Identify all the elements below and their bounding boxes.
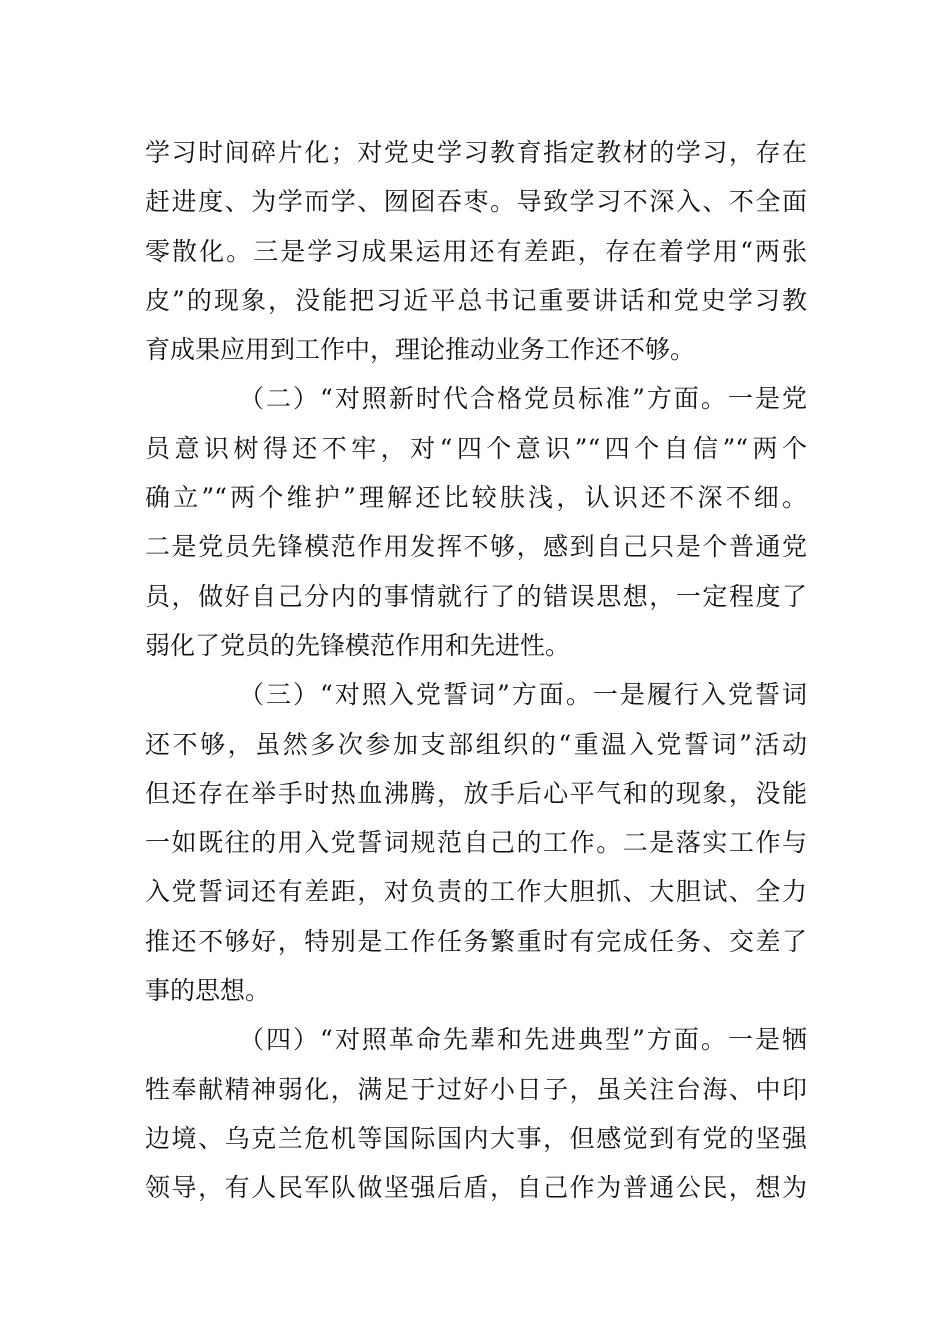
text-line: 员意识树得还不牢，对“四个意识”“四个自信”“两个 <box>145 433 807 463</box>
text-line: 牲奉献精神弱化，满足于过好小日子，虽关注台海、中印 <box>145 1074 807 1104</box>
text-line: 推还不够好，特别是工作任务繁重时有完成任务、交差了 <box>145 926 807 956</box>
paragraph-start-line: （二）“对照新时代合格党员标准”方面。一是党 <box>239 384 807 414</box>
text-line: 事的思想。 <box>145 976 271 1006</box>
text-line: 弱化了党员的先锋模范作用和先进性。 <box>145 630 571 660</box>
text-line: 学习时间碎片化；对党史学习教育指定教材的学习，存在 <box>145 138 807 167</box>
text-line: 二是党员先锋模范作用发挥不够，感到自己只是个普通党 <box>145 532 807 562</box>
body-text <box>145 128 807 1213</box>
text-line: 一如既往的用入党誓词规范自己的工作。二是落实工作与 <box>145 828 807 858</box>
text-line: 员，做好自己分内的事情就行了的错误思想，一定程度了 <box>145 581 807 611</box>
text-line: 入党誓词还有差距，对负责的工作大胆抓、大胆试、全力 <box>145 877 807 907</box>
paragraph-start-line: （四）“对照革命先辈和先进典型”方面。一是牺 <box>239 1025 807 1055</box>
text-line: 还不够，虽然多次参加支部组织的“重温入党誓词”活动 <box>145 729 807 759</box>
text-line: 确立”“两个维护”理解还比较肤浅，认识还不深不细。 <box>145 483 807 513</box>
text-line: 皮”的现象，没能把习近平总书记重要讲话和党史学习教 <box>145 285 807 315</box>
text-line: 但还存在举手时热血沸腾，放手后心平气和的现象，没能 <box>145 778 807 808</box>
text-line: 边境、乌克兰危机等国际国内大事，但感觉到有党的坚强 <box>145 1123 807 1153</box>
text-line: 领导，有人民军队做坚强后盾，自己作为普通公民，想为 <box>145 1173 807 1203</box>
text-line: 零散化。三是学习成果运用还有差距，存在着学用“两张 <box>145 236 807 266</box>
paragraph-start-line: （三）“对照入党誓词”方面。一是履行入党誓词 <box>239 680 807 710</box>
text-line: 育成果应用到工作中，理论推动业务工作还不够。 <box>145 335 696 365</box>
text-line: 赶进度、为学而学、囫囵吞枣。导致学习不深入、不全面 <box>145 187 807 217</box>
